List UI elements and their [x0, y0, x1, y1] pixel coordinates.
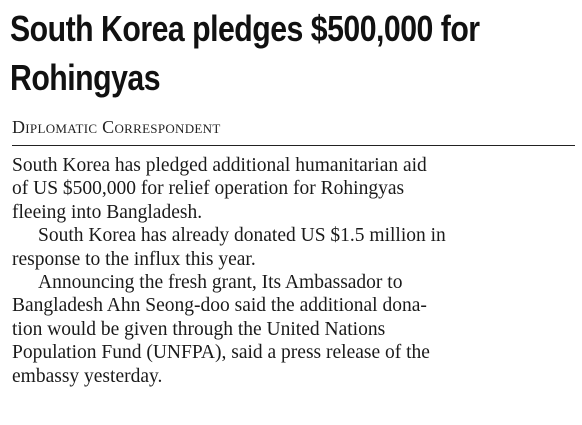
body-line: response to the influx this year. — [12, 248, 256, 270]
article-body — [12, 154, 572, 388]
body-line: embassy yesterday. — [12, 365, 163, 387]
body-line: Announcing the fresh grant, Its Ambassador to — [38, 272, 403, 294]
headline-line: Rohingyas — [10, 57, 161, 98]
byline: Diplomatic Correspondent — [12, 117, 221, 137]
byline-divider — [12, 145, 575, 146]
body-line: tion would be given through the United Nations — [12, 318, 386, 340]
body-line: of US $500,000 for relief operation for Rohingyas — [12, 178, 405, 200]
body-line: Population Fund (UNFPA), said a press release of the — [12, 342, 430, 364]
body-line: South Korea has pledged additional humanitarian aid — [12, 155, 427, 176]
body-line: fleeing into Bangladesh. — [12, 201, 203, 223]
headline-line: South Korea pledges $500,000 for — [10, 8, 480, 49]
body-line: Bangladesh Ahn Seong-doo said the additional dona- — [12, 295, 427, 317]
headline — [10, 4, 485, 102]
body-line: South Korea has already donated US $1.5 million in — [38, 225, 446, 247]
